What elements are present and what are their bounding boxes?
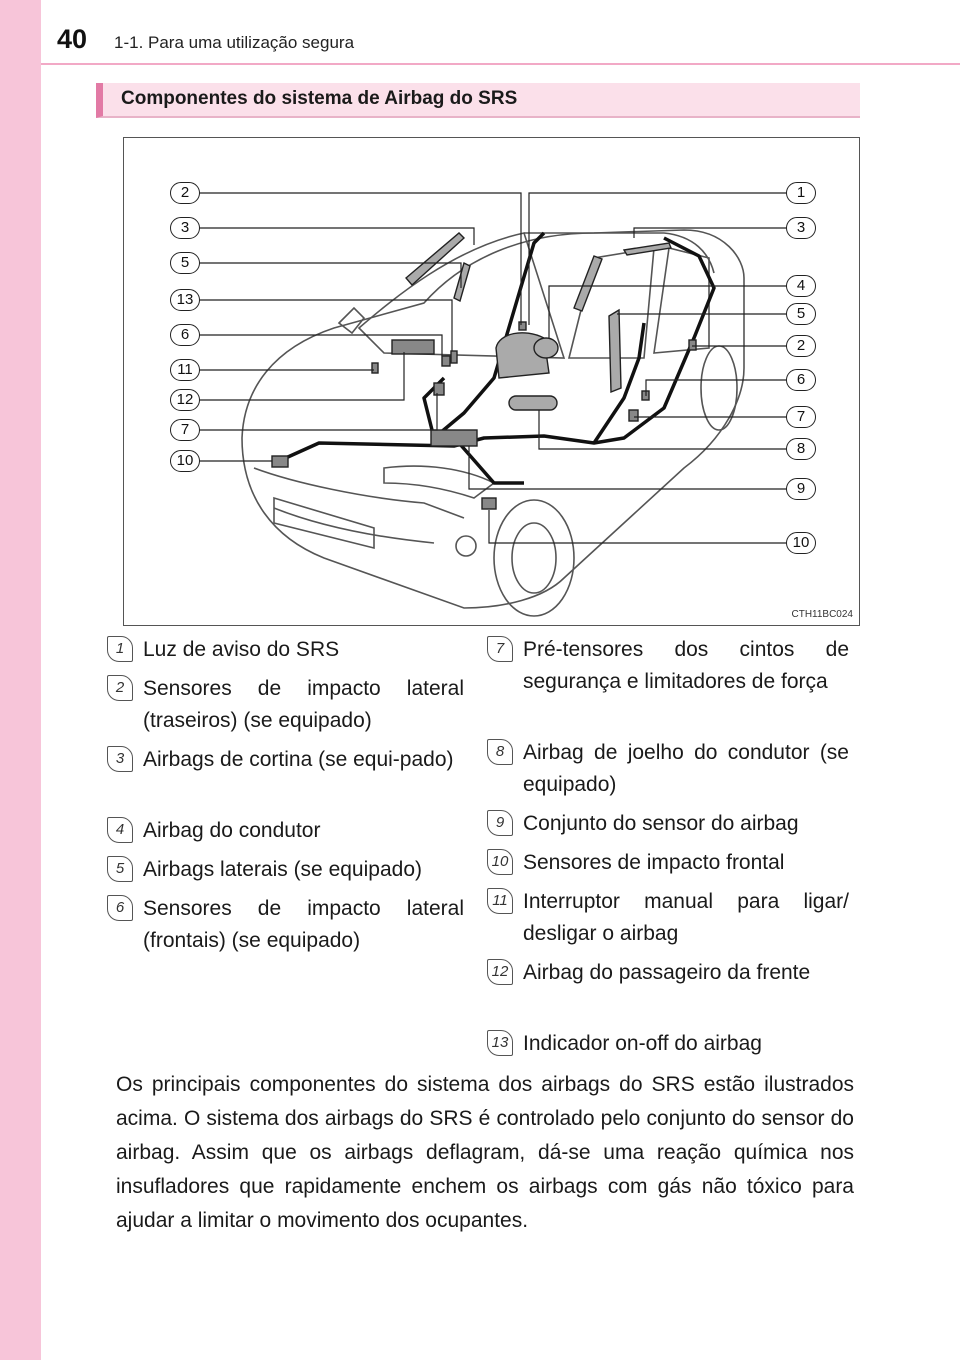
legend-text: Airbags laterais (se equipado)	[143, 858, 422, 881]
legend-number: 8	[487, 739, 513, 765]
legend-text: Interruptor manual para ligar/ desligar o airbag	[523, 890, 849, 945]
legend-number: 10	[487, 849, 513, 875]
section-title: Componentes do sistema de Airbag do SRS	[121, 88, 518, 109]
legend-item	[487, 634, 849, 732]
legend-text: Airbags de cortina (se equi-pado)	[143, 748, 454, 771]
section-header	[96, 83, 860, 118]
header-rule	[41, 63, 960, 65]
legend-text: Pré-tensores dos cintos de segurança e limitadores de força	[523, 638, 849, 693]
body-paragraph: Os principais componentes do sistema dos airbags do SRS estão ilustrados acima. O sistema dos airbags do SRS é controlado pelo conjunto do sensor do airbag. Assim que os airbags deflagram, dá-se uma reação química nos insufladores que rapidamente enchem os airbags com gás não tóxico para ajudar a limitar o movimento dos ocupantes.	[116, 1073, 854, 1232]
legend-item	[487, 737, 849, 803]
callout-right-5: 2	[786, 335, 816, 357]
callout-left-1: 2	[170, 182, 200, 204]
legend-item	[107, 673, 464, 739]
legend-number: 1	[107, 636, 133, 662]
legend-number: 4	[107, 817, 133, 843]
callout-right-6: 6	[786, 369, 816, 391]
callout-left-2: 3	[170, 217, 200, 239]
legend-text: Sensores de impacto frontal	[523, 851, 785, 874]
legend-number: 12	[487, 959, 513, 985]
legend-item	[107, 854, 464, 888]
legend-item	[487, 808, 849, 842]
side-color-strip	[0, 0, 41, 1360]
legend-item	[107, 893, 464, 959]
callout-left-3: 5	[170, 252, 200, 274]
callout-left-6: 11	[170, 359, 200, 381]
legend-item	[487, 1028, 849, 1062]
legend-number: 2	[107, 675, 133, 701]
callout-right-10: 10	[786, 532, 816, 554]
callout-right-8: 8	[786, 438, 816, 460]
legend-text: Sensores de impacto lateral (frontais) (se equipado)	[143, 897, 464, 952]
legend-number: 3	[107, 746, 133, 772]
legend-number: 7	[487, 636, 513, 662]
airbag-diagram	[123, 137, 860, 626]
callout-left-8: 7	[170, 419, 200, 441]
callout-left-9: 10	[170, 450, 200, 472]
callout-right-3: 4	[786, 275, 816, 297]
legend-item	[487, 886, 849, 952]
callout-left-4: 13	[170, 289, 200, 311]
legend-number: 6	[107, 895, 133, 921]
diagram-code: CTH11BC024	[791, 609, 853, 620]
legend-number: 5	[107, 856, 133, 882]
callout-right-7: 7	[786, 406, 816, 428]
callout-right-1: 1	[786, 182, 816, 204]
legend-number: 13	[487, 1030, 513, 1056]
legend-item	[487, 957, 849, 1023]
legend-text: Luz de aviso do SRS	[143, 638, 340, 661]
chapter-title: 1-1. Para uma utilização segura	[114, 33, 355, 52]
callout-right-2: 3	[786, 217, 816, 239]
legend-text: Indicador on-off do airbag	[523, 1032, 762, 1055]
callout-left-5: 6	[170, 324, 200, 346]
legend-text: Sensores de impacto lateral (traseiros) (se equipado)	[143, 677, 464, 732]
callout-right-9: 9	[786, 478, 816, 500]
legend-text: Airbag do condutor	[143, 819, 321, 842]
legend-number: 9	[487, 810, 513, 836]
legend-item	[107, 815, 464, 849]
page-number: 40	[57, 24, 88, 54]
callout-left-7: 12	[170, 389, 200, 411]
car-illustration	[124, 138, 859, 625]
legend-item	[107, 744, 464, 810]
callout-right-4: 5	[786, 303, 816, 325]
legend-item	[487, 847, 849, 881]
legend-text: Airbag de joelho do condutor (se equipado)	[523, 741, 849, 796]
legend-text: Conjunto do sensor do airbag	[523, 812, 799, 835]
legend-item	[107, 634, 464, 668]
legend-text: Airbag do passageiro da frente	[523, 961, 811, 984]
legend-number: 11	[487, 888, 513, 914]
